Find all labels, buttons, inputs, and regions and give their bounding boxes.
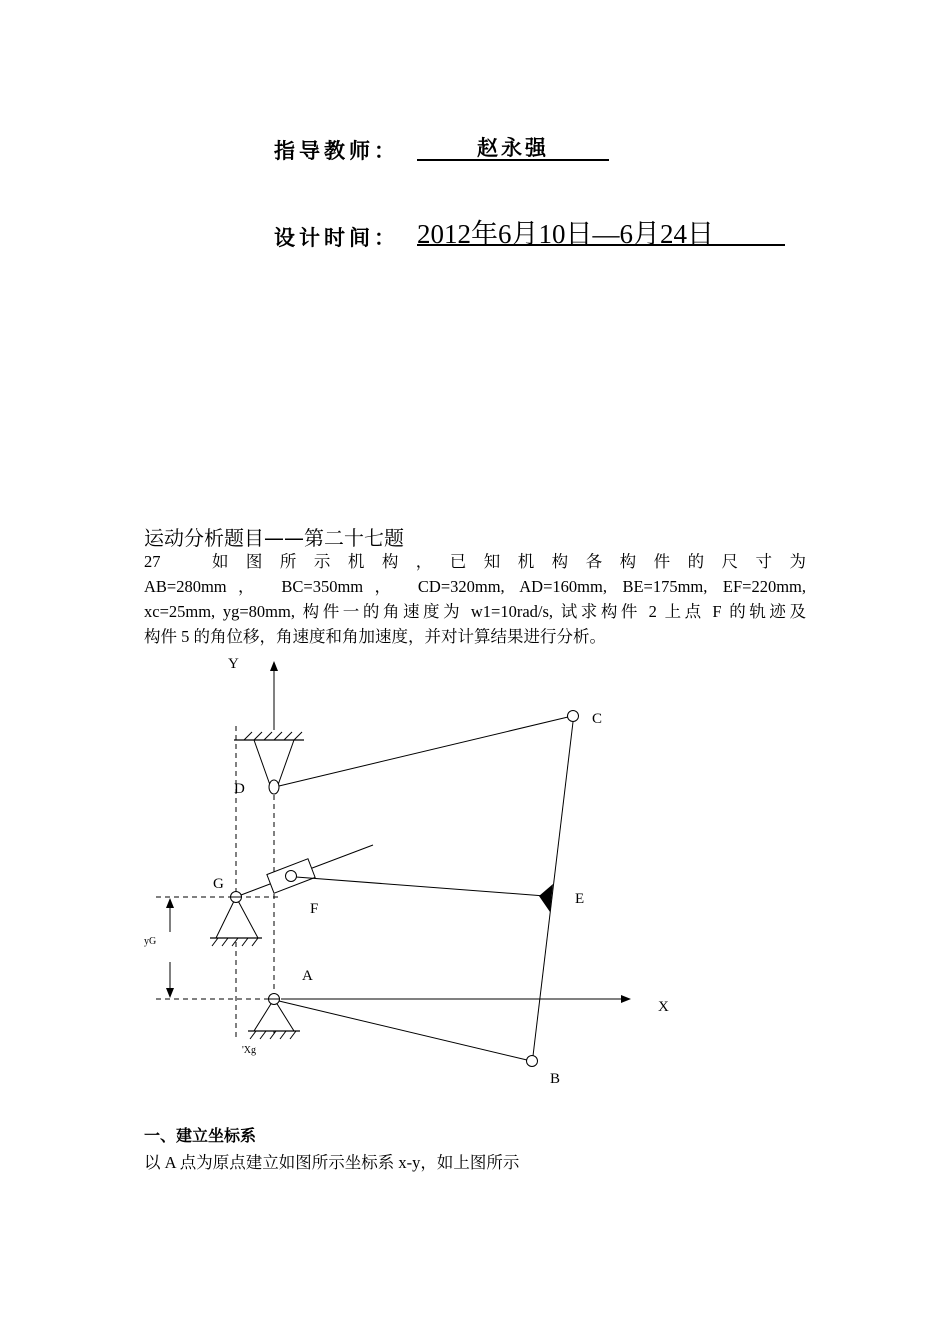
teacher-name: 赵永强 bbox=[417, 132, 609, 161]
g-ground-hatch bbox=[212, 938, 258, 946]
label-b: B bbox=[550, 1071, 561, 1087]
problem-line-2: AB=280mm， BC=350mm， CD=320mm, AD=160mm, BE=175mm, EF=220mm, bbox=[144, 577, 806, 596]
label-x-axis: X bbox=[658, 999, 669, 1015]
problem-title: 运动分析题目——第二十七题 bbox=[144, 526, 404, 550]
label-f: F bbox=[310, 901, 319, 917]
section-1-title: 一、建立坐标系 bbox=[144, 1126, 257, 1145]
a-ground-hatch bbox=[250, 1031, 296, 1039]
teacher-label: 指导教师： bbox=[274, 139, 399, 163]
problem-line-4: 构件 5 的角位移，角速度和角加速度，并对计算结果进行分析。 bbox=[144, 627, 606, 646]
d-ground-hatch bbox=[244, 732, 302, 740]
label-g: G bbox=[213, 876, 224, 892]
joint-f bbox=[286, 871, 297, 882]
label-y-axis: Y bbox=[228, 656, 239, 672]
problem-line-3: xc=25mm, yg=80mm, 构件一的角速度为 w1=10rad/s, 试求构件 2 上点 F 的轨迹及 bbox=[144, 602, 806, 621]
link-dc bbox=[279, 717, 568, 786]
label-xg: 'Xg bbox=[242, 1045, 257, 1056]
section-1-text: 以 A 点为原点建立如图所示坐标系 x-y，如上图所示 bbox=[144, 1153, 520, 1172]
label-yg: yG bbox=[144, 936, 157, 947]
link-fe bbox=[296, 877, 545, 896]
d-support-triangle bbox=[254, 740, 294, 785]
joint-c bbox=[568, 711, 579, 722]
link-ab bbox=[279, 1001, 527, 1060]
design-time-value: 2012年6月10日—6月24日 bbox=[417, 212, 785, 246]
label-c: C bbox=[592, 711, 603, 727]
link-cb bbox=[533, 722, 573, 1056]
g-support-triangle bbox=[216, 897, 258, 938]
label-d: D bbox=[234, 781, 245, 797]
joint-b bbox=[527, 1056, 538, 1067]
joint-d bbox=[269, 780, 279, 794]
label-e: E bbox=[575, 891, 585, 907]
problem-line-1: 27 如图所示机构，已知机构各构件的尺寸为 bbox=[144, 552, 806, 571]
label-a: A bbox=[302, 968, 313, 984]
design-time-label: 设计时间： bbox=[274, 226, 399, 250]
